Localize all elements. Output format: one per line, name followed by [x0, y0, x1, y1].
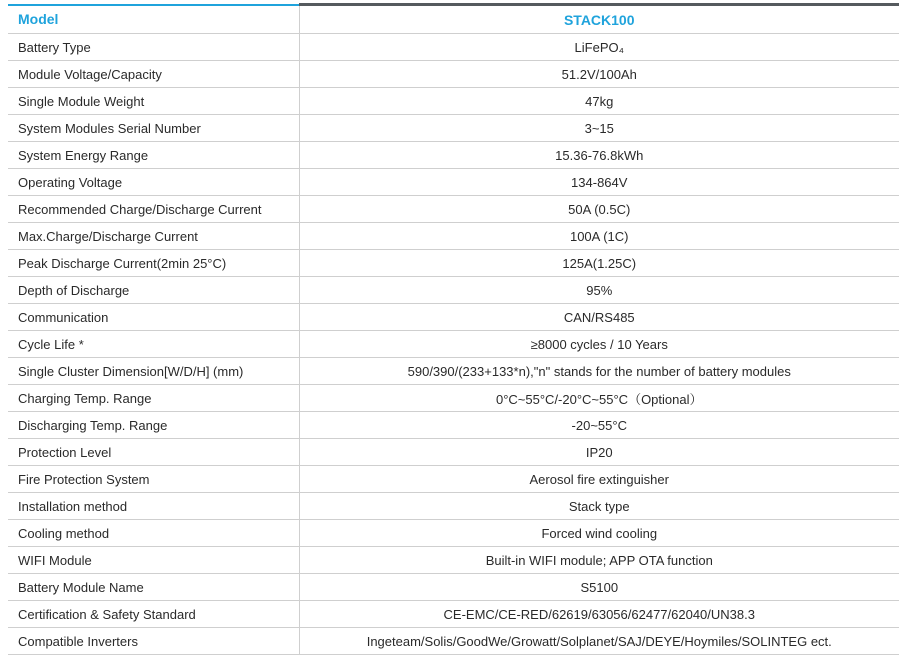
- row-value: 51.2V/100Ah: [299, 61, 899, 88]
- row-label: Single Module Weight: [8, 88, 299, 115]
- table-row: [8, 331, 899, 358]
- table-row: [8, 520, 899, 547]
- row-value: 590/390/(233+133*n),"n" stands for the number of battery modules: [299, 358, 899, 385]
- row-value: CE-EMC/CE-RED/62619/63056/62477/62040/UN38.3: [299, 601, 899, 628]
- row-label: Compatible Inverters: [8, 628, 299, 655]
- table-row: [8, 196, 899, 223]
- table-row: [8, 439, 899, 466]
- table-header-row: [8, 5, 899, 34]
- row-label: Recommended Charge/Discharge Current: [8, 196, 299, 223]
- table-row: [8, 466, 899, 493]
- row-value: 134-864V: [299, 169, 899, 196]
- row-value: 47kg: [299, 88, 899, 115]
- table-row: [8, 277, 899, 304]
- row-value: 15.36-76.8kWh: [299, 142, 899, 169]
- table-row: [8, 358, 899, 385]
- row-label: Charging Temp. Range: [8, 385, 299, 412]
- row-label: System Energy Range: [8, 142, 299, 169]
- row-value: 3~15: [299, 115, 899, 142]
- row-label: Discharging Temp. Range: [8, 412, 299, 439]
- row-value: 100A (1C): [299, 223, 899, 250]
- row-value: Built-in WIFI module; APP OTA function: [299, 547, 899, 574]
- header-model-value: STACK100: [299, 5, 899, 34]
- row-value: 50A (0.5C): [299, 196, 899, 223]
- row-value: ≥8000 cycles / 10 Years: [299, 331, 899, 358]
- table-row: [8, 61, 899, 88]
- row-label: WIFI Module: [8, 547, 299, 574]
- row-value: CAN/RS485: [299, 304, 899, 331]
- row-label: Installation method: [8, 493, 299, 520]
- row-label: Fire Protection System: [8, 466, 299, 493]
- row-label: Cooling method: [8, 520, 299, 547]
- row-label: Protection Level: [8, 439, 299, 466]
- row-value: Stack type: [299, 493, 899, 520]
- table-row: [8, 142, 899, 169]
- row-label: Certification & Safety Standard: [8, 601, 299, 628]
- table-row: [8, 250, 899, 277]
- row-value: Forced wind cooling: [299, 520, 899, 547]
- row-label: Cycle Life *: [8, 331, 299, 358]
- row-label: Module Voltage/Capacity: [8, 61, 299, 88]
- row-label: Depth of Discharge: [8, 277, 299, 304]
- row-value: LiFePO₄: [299, 34, 899, 61]
- table-row: [8, 223, 899, 250]
- spec-table: [8, 3, 899, 655]
- table-row: [8, 601, 899, 628]
- row-value: S5100: [299, 574, 899, 601]
- row-value: 95%: [299, 277, 899, 304]
- row-value: Ingeteam/Solis/GoodWe/Growatt/Solplanet/SAJ/DEYE/Hoymiles/SOLINTEG ect.: [299, 628, 899, 655]
- row-label: Single Cluster Dimension[W/D/H] (mm): [8, 358, 299, 385]
- row-value: IP20: [299, 439, 899, 466]
- table-row: [8, 34, 899, 61]
- table-row: [8, 574, 899, 601]
- table-row: [8, 493, 899, 520]
- row-label: Battery Module Name: [8, 574, 299, 601]
- row-value: 0°C~55°C/-20°C~55°C（Optional）: [299, 385, 899, 412]
- row-label: Battery Type: [8, 34, 299, 61]
- table-row: [8, 169, 899, 196]
- row-value: -20~55°C: [299, 412, 899, 439]
- row-value: 125A(1.25C): [299, 250, 899, 277]
- header-model-label: Model: [8, 5, 299, 34]
- table-row: [8, 304, 899, 331]
- row-label: Peak Discharge Current(2min 25°C): [8, 250, 299, 277]
- table-row: [8, 385, 899, 412]
- table-row: [8, 115, 899, 142]
- row-value: Aerosol fire extinguisher: [299, 466, 899, 493]
- row-label: Communication: [8, 304, 299, 331]
- row-label: Max.Charge/Discharge Current: [8, 223, 299, 250]
- table-row: [8, 547, 899, 574]
- table-row: [8, 88, 899, 115]
- table-row: [8, 412, 899, 439]
- row-label: Operating Voltage: [8, 169, 299, 196]
- row-label: System Modules Serial Number: [8, 115, 299, 142]
- table-row: [8, 628, 899, 655]
